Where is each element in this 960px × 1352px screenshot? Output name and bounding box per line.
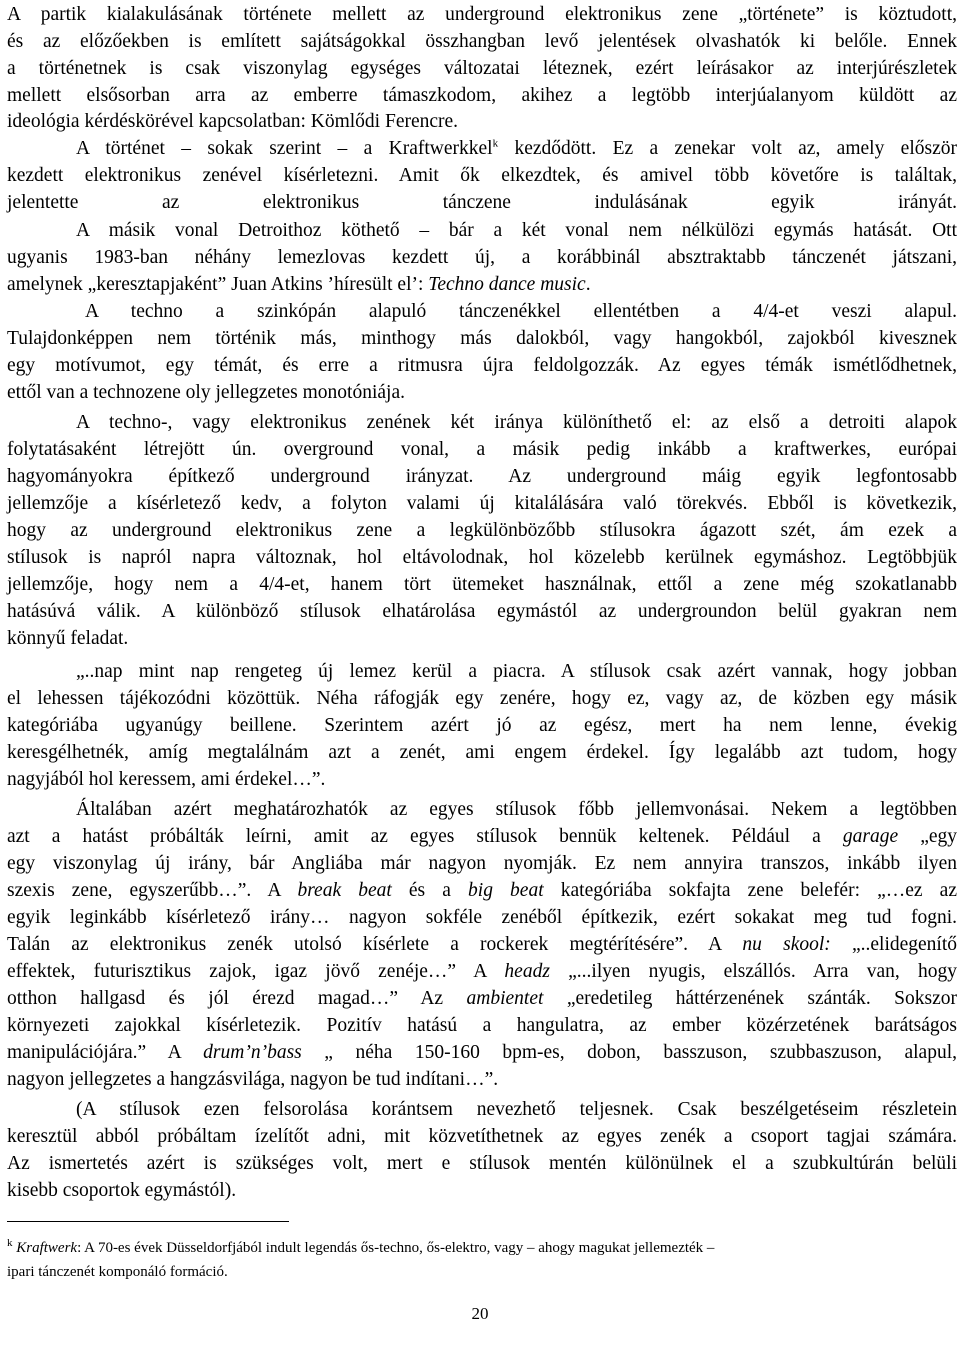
- italic-term: big beat: [468, 880, 544, 901]
- text-line: hatásúvá válik. A különböző stílusok elhatárolása egymástól az undergroundon belül gyakran nem: [7, 601, 957, 622]
- text-span: .: [585, 274, 591, 295]
- text-line: keresztül abból próbáltam ízelítőt adni, mit közvetíthetnek az egyes zenék a csoport tagjai számára.: [7, 1126, 957, 1147]
- text-line: kisebb csoportok egymástól).: [7, 1180, 237, 1201]
- italic-term: Techno dance music: [428, 274, 586, 295]
- text-span: és a: [391, 880, 469, 901]
- text-line: keresgélhetnék, amíg megtalálnám azt a zenét, ami engem érdekel. Így legalább azt tudom, hogy: [7, 742, 957, 763]
- text-span: effektek, futurisztikus zajok, igaz jövő zenéje…” A: [7, 961, 487, 982]
- text-span: „..elidegenítő: [830, 934, 958, 955]
- text-line: egy motívumot, egy témát, és erre a ritmusra újra feldolgozzák. Az egyes témák ismétlődhetnek,: [7, 355, 957, 376]
- text-line: egy viszonylag új irány, bár Angliába már nagyon nyomják. Ez nem annyira transzos, inkább ilyen: [7, 853, 957, 874]
- text-span: „...ilyen nyugis, elszállós. Arra van, hogy: [549, 961, 957, 982]
- text-line: jellemzője, hogy nem a 4/4-et, hanem tört ütemeket használnak, ettől a zene még szokatlanabb: [7, 574, 957, 595]
- text-line: mellett elsősorban arra az emberre támaszkodom, akihez a legtöbb interjúalanyom küldött az: [7, 85, 957, 106]
- footnote-marker: k: [492, 137, 499, 150]
- italic-term: nu skool:: [742, 934, 831, 955]
- text-line: nagyon jellegzetes a hangzásvilága, nagyon be tud indítani…”.: [7, 1069, 499, 1090]
- text-line: hogy az underground elektronikus zene a legkülönbözőbb stílusokra ágazott szét, ám ezek a: [7, 520, 957, 541]
- text-line: folytatásaként létrejött ún. overground vonal, a másik pedig inkább a kraftwerkes, európai: [7, 439, 957, 460]
- text-span: otthon hallgasd és jól érezd magad…” Az: [7, 988, 444, 1009]
- footnote-marker: k: [7, 1237, 13, 1249]
- footnote-text: : A 70-es évek Düsseldorfjából indult legendás ős-techno, ős-elektro, vagy – ahogy magukat jellemezték –: [77, 1240, 715, 1256]
- text-span: kezdődött. Ez a zenekar volt az, amely először: [498, 138, 957, 159]
- text-span: Talán az elektronikus zenék utolsó kísérlete a rockerek megtérítésére”. A: [7, 934, 722, 955]
- text-line: Tulajdonképpen nem történik más, minthogy más dalokból, vagy hangokból, zajokból kivesznek: [7, 328, 957, 349]
- text-span: A történet – sokak szerint – a Kraftwerkkel: [76, 138, 493, 159]
- text-line: stílusok is napról napra változnak, hol eltávolodnak, hol közelebb kerülnek egymáshoz. Legtöbbjük: [7, 547, 957, 568]
- italic-term: headz: [504, 961, 550, 982]
- text-line: egyik leginkább kísérletező irány… nagyon sokféle zenéből építkezik, ezért sokakat meg tud fogni.: [7, 907, 957, 928]
- text-line: Az ismertetés azért is szükséges volt, mert e stílusok mentén különülnek el a szubkultúrán belüli: [7, 1153, 957, 1174]
- text-line: jellemzője a kísérletező kedv, a folyton valami új kitalálására való törekvés. Ebből is következik,: [7, 493, 957, 514]
- italic-term: drum’n’bass: [203, 1042, 302, 1063]
- italic-term: ambientet: [466, 988, 544, 1009]
- footnote-line: ipari tánczenét komponáló formáció.: [7, 1264, 228, 1280]
- text-line: hagyományokra építkező underground irányzat. Az underground máig egyik legfontosabb: [7, 466, 957, 487]
- text-span: azt a hatást próbálták leírni, amit az egyes stílusok bennük keltenek. Például a: [7, 826, 821, 847]
- text-span: „ néha 150-160 bpm-es, dobon, basszuson, szubbaszuson, alapul,: [301, 1042, 957, 1063]
- text-line: Általában azért meghatározhatók az egyes stílusok főbb jellemvonásai. Nekem a legtöbben: [76, 799, 957, 820]
- text-span: szexis zene, egyszerűbb…”. A: [7, 880, 281, 901]
- footnote-divider: [7, 1221, 289, 1222]
- text-line: jelentette az elektronikus tánczene indulásának egyik irányát.: [7, 192, 957, 213]
- text-line: [76, 136, 957, 162]
- footnote-line: [7, 1238, 957, 1258]
- text-line: „..nap mint nap rengeteg új lemez kerül a piacra. A stílusok csak azért vannak, hogy jobban: [76, 661, 957, 682]
- text-line: kezdett elektronikus zenével kísérletezni. Amit ők elkezdtek, és amivel több követőre is találtak,: [7, 165, 957, 186]
- text-line: el lehessen tájékozódni közöttük. Néha ráfogják egy zenére, hogy ez, vagy az, de közben egy másik: [7, 688, 957, 709]
- text-span: „egy: [898, 826, 957, 847]
- text-line: könnyű feladat.: [7, 628, 129, 649]
- text-line: ideológia kérdéskörével kapcsolatban: Kömlődi Ferencre.: [7, 111, 459, 132]
- text-line: [7, 986, 957, 1012]
- text-line: A techno a szinkópán alapuló tánczenékkel ellentétben a 4/4-et veszi alapul.: [85, 301, 957, 322]
- text-line: [7, 959, 957, 985]
- text-line: ettől van a technozene oly jellegzetes monotóniája.: [7, 382, 405, 403]
- text-line: környezeti zajokkal kísérletezik. Pozitív hatású a hangulatra, az ember közérzetének barátságos: [7, 1015, 957, 1036]
- italic-term: break beat: [297, 880, 392, 901]
- text-line: A partik kialakulásának története mellett az underground elektronikus zene „története” is köztudott,: [7, 4, 957, 25]
- text-span: „eredetileg háttérzenének szánták. Sokszor: [543, 988, 957, 1009]
- text-line: A másik vonal Detroithoz köthető – bár a két vonal nem nélkülözi egymás hatását. Ott: [76, 220, 957, 241]
- text-line: kategóriába ugyanúgy beillene. Szerintem azért jó az egész, mert ha nem lenne, évekig: [7, 715, 957, 736]
- italic-term: garage: [842, 826, 899, 847]
- text-span: manipulációjára.” A: [7, 1042, 181, 1063]
- text-line: [7, 272, 957, 298]
- text-line: A techno-, vagy elektronikus zenének két iránya különíthető el: az első a detroiti alapok: [76, 412, 957, 433]
- text-line: ugyanis 1983-ban néhány lemezlovas kezdett új, a korábbinál absztraktabb tánczenét játszani,: [7, 247, 957, 268]
- text-line: [7, 824, 957, 850]
- text-line: [7, 878, 957, 904]
- text-line: a történetnek is csak viszonylag egységes változatai léteznek, ezért leírásakor az interjúrészletek: [7, 58, 957, 79]
- text-line: [7, 932, 957, 958]
- text-span: kategóriába sokfajta zene belefér: „…ez az: [543, 880, 957, 901]
- text-line: nagyjából hol keressem, ami érdekel…”.: [7, 769, 326, 790]
- text-line: [7, 1040, 957, 1066]
- text-line: (A stílusok ezen felsorolása korántsem nevezhető teljesnek. Csak beszélgetéseim részletein: [76, 1099, 957, 1120]
- page-number: 20: [471, 1304, 489, 1323]
- footnote-term: Kraftwerk: [16, 1240, 78, 1256]
- text-line: és az előzőekben is említett sajátságokkal összhangban levő jelentések olvashatók ki belőle. Ennek: [7, 31, 957, 52]
- text-span: amelynek „keresztapjaként” Juan Atkins ’híresült el’:: [7, 274, 424, 295]
